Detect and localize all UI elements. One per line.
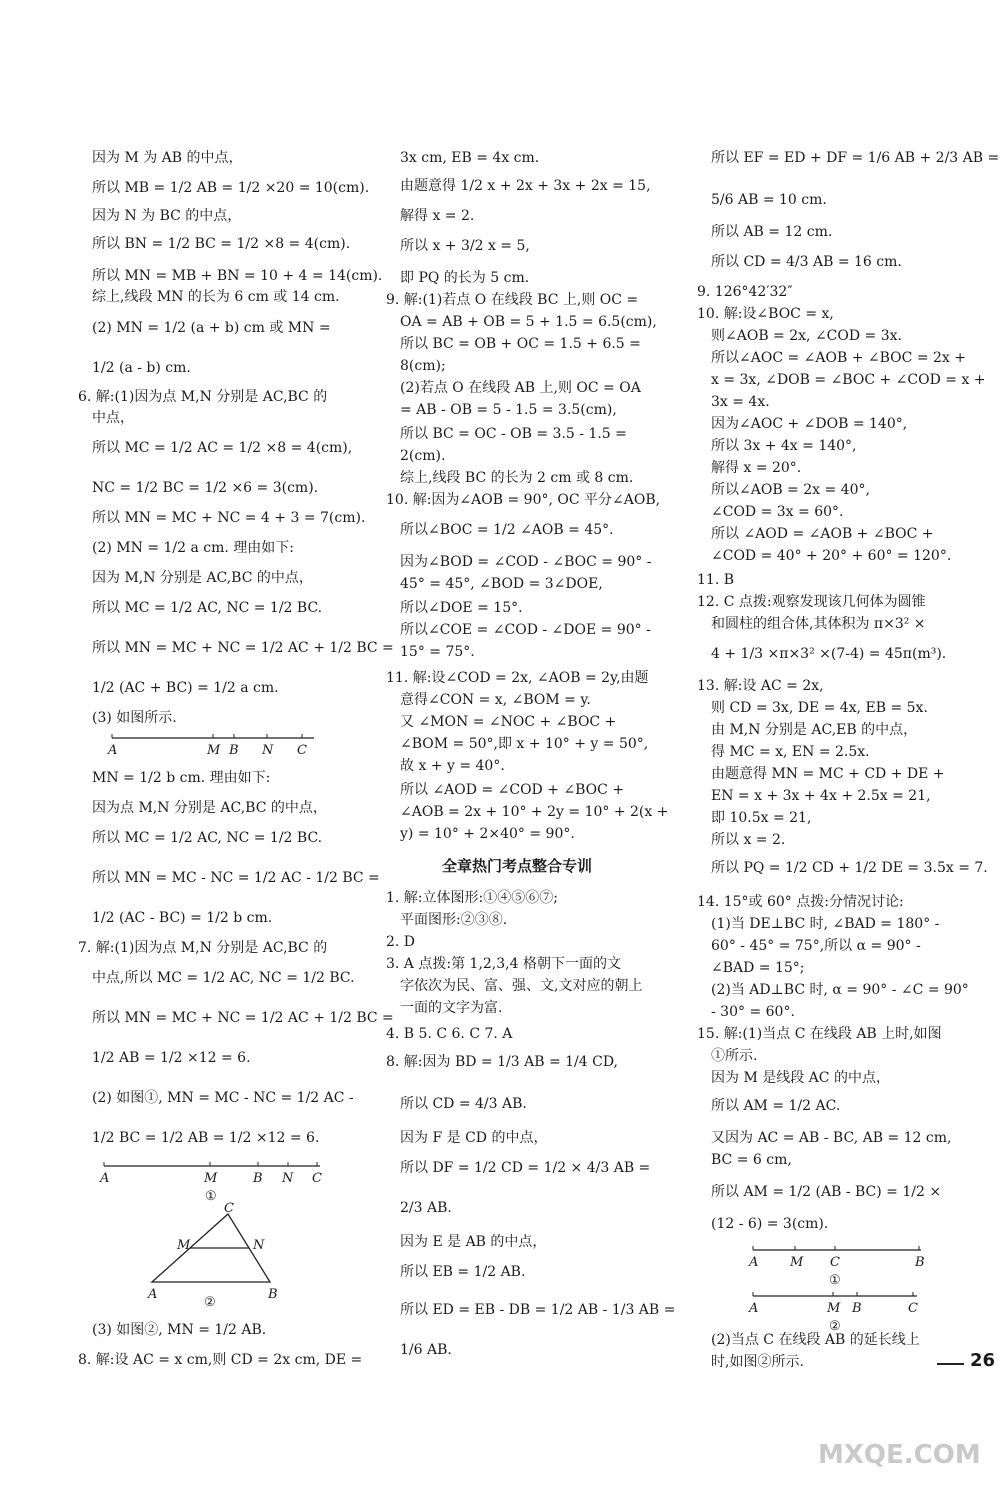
text-line: 4 + 1/3 ×π×3² ×(7-4) = 45π(m³). bbox=[711, 646, 947, 662]
text-line: 2(cm). bbox=[400, 448, 446, 464]
point-label: C bbox=[908, 1301, 918, 1316]
point-label: B bbox=[268, 1287, 278, 1302]
triangle-figure bbox=[128, 1202, 298, 1312]
text-line: 所以 DF = 1/2 CD = 1/2 × 4/3 AB = bbox=[400, 1160, 651, 1176]
text-line: 所以 CD = 4/3 AB = 16 cm. bbox=[711, 254, 902, 270]
questions-4-7: 4. B 5. C 6. C 7. A bbox=[386, 1026, 513, 1042]
question-9: 9. 解:(1)若点 O 在线段 BC 上,则 OC = bbox=[386, 292, 639, 308]
point-label: C bbox=[830, 1255, 840, 1270]
text-line: 所以 AB = 12 cm. bbox=[711, 224, 833, 240]
text-line: 1/6 AB. bbox=[400, 1342, 452, 1358]
text-line: 所以 MN = MC + NC = 1/2 AC + 1/2 BC = bbox=[92, 1010, 394, 1026]
text-line: 意得∠CON = x, ∠BOM = y. bbox=[400, 692, 591, 708]
text-line: 又因为 AC = AB - BC, AB = 12 cm, bbox=[711, 1130, 952, 1146]
text-line: 和圆柱的组合体,其体积为 π×3² × bbox=[711, 616, 926, 632]
text-line: 所以∠AOB = 2x = 40°, bbox=[711, 482, 870, 498]
text-line: MN = 1/2 b cm. 理由如下: bbox=[92, 770, 271, 786]
text-line: (2)当点 C 在线段 AB 的延长线上 bbox=[711, 1332, 920, 1348]
text-line: 所以 BC = OC - OB = 3.5 - 1.5 = bbox=[400, 426, 627, 442]
question-10: 10. 解:因为∠AOB = 90°, OC 平分∠AOB, bbox=[386, 492, 661, 508]
text-line: 由 M,N 分别是 AC,EB 的中点， bbox=[711, 722, 918, 738]
text-line: (12 - 6) = 3(cm). bbox=[711, 1216, 829, 1232]
watermark: MXQE.COM bbox=[818, 1440, 981, 1470]
point-label: C bbox=[297, 743, 307, 758]
text-line: (2)若点 O 在线段 AB 上,则 OC = OA bbox=[400, 380, 641, 396]
text-line: 3x = 4x. bbox=[711, 394, 770, 410]
segment-diagram bbox=[92, 730, 342, 762]
point-label: M bbox=[207, 743, 221, 758]
text-line: (2) 如图①, MN = MC - NC = 1/2 AC - bbox=[92, 1090, 354, 1106]
text-line: 所以 MN = MC + NC = 4 + 3 = 7(cm). bbox=[92, 510, 366, 526]
text-line: 所以 ∠AOD = ∠AOB + ∠BOC + bbox=[711, 526, 934, 542]
point-label: A bbox=[749, 1255, 759, 1270]
point-label: A bbox=[100, 1171, 110, 1186]
segment-figures bbox=[737, 1242, 937, 1338]
text-line: 所以 MB = 1/2 AB = 1/2 ×20 = 10(cm). bbox=[92, 180, 370, 196]
text-line: EN = x + 3x + 4x + 2.5x = 21, bbox=[711, 788, 931, 804]
text-line: 解得 x = 2. bbox=[400, 208, 475, 224]
figure-caption: ① bbox=[205, 1189, 217, 1204]
text-line: 所以∠COE = ∠COD - ∠DOE = 90° - bbox=[400, 622, 651, 638]
text-line: y) = 10° + 2×40° = 90°. bbox=[400, 826, 575, 842]
text-line: 所以 3x + 4x = 140°, bbox=[711, 438, 857, 454]
text-line: 所以 MN = MC - NC = 1/2 AC - 1/2 BC = bbox=[92, 870, 380, 886]
text-line: (2) MN = 1/2 (a + b) cm 或 MN = bbox=[92, 320, 331, 336]
point-label: N bbox=[282, 1171, 294, 1186]
point-label: A bbox=[749, 1301, 759, 1316]
text-line: 因为 M 是线段 AC 的中点， bbox=[711, 1070, 890, 1086]
text-line: 8(cm); bbox=[400, 358, 446, 374]
text-line: 则 CD = 3x, DE = 4x, EB = 5x. bbox=[711, 700, 928, 716]
text-line: ∠COD = 3x = 60°. bbox=[711, 504, 844, 520]
text-line: (3) 如图②, MN = 1/2 AB. bbox=[92, 1322, 267, 1338]
point-label: B bbox=[229, 743, 239, 758]
text-line: 因为 F 是 CD 的中点， bbox=[400, 1130, 548, 1146]
text-line: 因为 N 为 BC 的中点， bbox=[92, 208, 242, 224]
text-line: 3x cm, EB = 4x cm. bbox=[400, 150, 540, 166]
text-line: 因为 E 是 AB 的中点， bbox=[400, 1234, 547, 1250]
point-label: M bbox=[827, 1301, 841, 1316]
point-label: C bbox=[312, 1171, 322, 1186]
text-line: 所以 MN = MB + BN = 10 + 4 = 14(cm). bbox=[92, 268, 383, 284]
point-label: N bbox=[262, 743, 274, 758]
text-line: 一面的文字为富. bbox=[400, 1000, 503, 1016]
text-line: 所以 EF = ED + DF = 1/6 AB + 2/3 AB = bbox=[711, 150, 1000, 166]
text-line: - 30° = 60°. bbox=[711, 1004, 795, 1020]
page-number-rule bbox=[937, 1363, 964, 1365]
point-label: A bbox=[108, 743, 118, 758]
text-line: 因为∠AOC + ∠DOB = 140°, bbox=[711, 416, 908, 432]
section-heading: 全章热门考点整合专训 bbox=[441, 857, 592, 875]
text-line: = AB - OB = 5 - 1.5 = 3.5(cm), bbox=[400, 402, 617, 418]
text-line: 1/2 (a - b) cm. bbox=[92, 360, 191, 376]
text-line: 所以∠BOC = 1/2 ∠AOB = 45°. bbox=[400, 522, 614, 538]
text-line: 1/2 (AC + BC) = 1/2 a cm. bbox=[92, 680, 279, 696]
question-8: 8. 解:因为 BD = 1/3 AB = 1/4 CD, bbox=[386, 1054, 618, 1070]
question-12: 12. C 点拨:观察发现该几何体为圆锥 bbox=[697, 594, 926, 610]
point-label: B bbox=[253, 1171, 263, 1186]
text-line: 所以 ∠AOD = ∠COD + ∠BOC + bbox=[400, 782, 625, 798]
point-label: M bbox=[204, 1171, 218, 1186]
question-10: 10. 解:设∠BOC = x, bbox=[697, 306, 834, 322]
text-line: 所以∠AOC = ∠AOB + ∠BOC = 2x + bbox=[711, 350, 966, 366]
point-label: B bbox=[915, 1255, 925, 1270]
text-line: 解得 x = 20°. bbox=[711, 460, 802, 476]
text-line: ∠AOB = 2x + 10° + 2y = 10° + 2(x + bbox=[400, 804, 669, 820]
text-line: 因为点 M,N 分别是 AC,BC 的中点， bbox=[92, 800, 327, 816]
text-line: (2) MN = 1/2 a cm. 理由如下: bbox=[92, 540, 295, 556]
text-line: 中点,所以 MC = 1/2 AC, NC = 1/2 BC. bbox=[92, 970, 355, 986]
text-line: 1/2 (AC - BC) = 1/2 b cm. bbox=[92, 910, 273, 926]
text-line: 由题意得 MN = MC + CD + DE + bbox=[711, 766, 945, 782]
question-7: 7. 解:(1)因为点 M,N 分别是 AC,BC 的 bbox=[78, 940, 328, 956]
text-line: 2/3 AB. bbox=[400, 1200, 452, 1216]
question-14: 14. 15°或 60° 点拨:分情况讨论: bbox=[697, 894, 904, 910]
point-label: N bbox=[253, 1238, 265, 1253]
page-number: 26 bbox=[970, 1350, 996, 1371]
question-3: 3. A 点拨:第 1,2,3,4 格朝下一面的文 bbox=[386, 956, 621, 972]
text-line: 所以 PQ = 1/2 CD + 1/2 DE = 3.5x = 7. bbox=[711, 860, 988, 876]
text-line: (3) 如图所示. bbox=[92, 710, 177, 726]
text-line: 1/2 AB = 1/2 ×12 = 6. bbox=[92, 1050, 251, 1066]
point-label: B bbox=[852, 1301, 862, 1316]
text-line: 所以 BN = 1/2 BC = 1/2 ×8 = 4(cm). bbox=[92, 236, 351, 252]
point-label: M bbox=[790, 1255, 804, 1270]
text-line: 故 x + y = 40°. bbox=[400, 758, 505, 774]
question-13: 13. 解:设 AC = 2x, bbox=[697, 678, 824, 694]
text-line: ∠BAD = 15°; bbox=[711, 960, 805, 976]
question-6: 6. 解:(1)因为点 M,N 分别是 AC,BC 的 bbox=[78, 389, 328, 405]
text-line: (1)当 DE⊥BC 时, ∠BAD = 180° - bbox=[711, 916, 940, 932]
text-line: 又 ∠MON = ∠NOC + ∠BOC + bbox=[400, 714, 617, 730]
text-line: 因为 M,N 分别是 AC,BC 的中点， bbox=[92, 570, 313, 586]
text-line: 所以 CD = 4/3 AB. bbox=[400, 1096, 527, 1112]
text-line: 5/6 AB = 10 cm. bbox=[711, 192, 827, 208]
text-line: 60° - 45° = 75°,所以 α = 90° - bbox=[711, 938, 921, 954]
text-line: 所以 MC = 1/2 AC, NC = 1/2 BC. bbox=[92, 830, 323, 846]
text-line: 1/2 BC = 1/2 AB = 1/2 ×12 = 6. bbox=[92, 1130, 320, 1146]
text-line: 所以∠DOE = 15°. bbox=[400, 600, 523, 616]
point-label: A bbox=[148, 1287, 158, 1302]
text-line: 即 PQ 的长为 5 cm. bbox=[400, 270, 530, 286]
text-line: 平面图形:②③⑧. bbox=[400, 912, 508, 928]
point-label: C bbox=[224, 1202, 234, 1216]
text-line: 所以 MC = 1/2 AC = 1/2 ×8 = 4(cm), bbox=[92, 440, 353, 456]
question-11: 11. B bbox=[697, 572, 735, 588]
question-2: 2. D bbox=[386, 934, 416, 950]
figure-caption: ② bbox=[829, 1319, 841, 1334]
point-label: M bbox=[177, 1238, 191, 1253]
text-line: ∠COD = 40° + 20° + 60° = 120°. bbox=[711, 548, 952, 564]
text-line: 即 10.5x = 21, bbox=[711, 810, 812, 826]
text-line: 15° = 75°. bbox=[400, 644, 475, 660]
text-line: 中点， bbox=[92, 410, 134, 426]
text-line: (2)当 AD⊥BC 时, α = 90° - ∠C = 90° bbox=[711, 982, 969, 998]
text-line: 字依次为民、富、强、文,文对应的朝上 bbox=[400, 978, 643, 994]
text-line: 所以 MC = 1/2 AC, NC = 1/2 BC. bbox=[92, 600, 323, 616]
text-line: 因为 M 为 AB 的中点， bbox=[92, 150, 243, 166]
text-line: BC = 6 cm, bbox=[711, 1152, 792, 1168]
text-line: NC = 1/2 BC = 1/2 ×6 = 3(cm). bbox=[92, 480, 319, 496]
text-line: 所以 BC = OB + OC = 1.5 + 6.5 = bbox=[400, 336, 641, 352]
question-8: 8. 解:设 AC = x cm,则 CD = 2x cm, DE = bbox=[78, 1352, 363, 1368]
text-line: ①所示. bbox=[711, 1048, 758, 1064]
question-9: 9. 126°42′32″ bbox=[697, 284, 793, 300]
text-line: OA = AB + OB = 5 + 1.5 = 6.5(cm), bbox=[400, 314, 657, 330]
figure-caption: ① bbox=[829, 1273, 841, 1288]
text-line: 得 MC = x, EN = 2.5x. bbox=[711, 744, 870, 760]
text-line: 所以 x + 3/2 x = 5, bbox=[400, 238, 530, 254]
text-line: 所以 x = 2. bbox=[711, 832, 786, 848]
figure-caption: ② bbox=[204, 1295, 216, 1310]
text-line: 因为∠BOD = ∠COD - ∠BOC = 90° - bbox=[400, 554, 652, 570]
question-1: 1. 解:立体图形:①④⑤⑥⑦; bbox=[386, 890, 558, 906]
text-line: 综上,线段 MN 的长为 6 cm 或 14 cm. bbox=[92, 289, 340, 305]
text-line: 45° = 45°, ∠BOD = 3∠DOE, bbox=[400, 576, 603, 592]
text-line: 由题意得 1/2 x + 2x + 3x + 2x = 15, bbox=[400, 178, 651, 194]
question-15: 15. 解:(1)当点 C 在线段 AB 上时,如图 bbox=[697, 1026, 942, 1042]
text-line: 所以 AM = 1/2 AC. bbox=[711, 1098, 841, 1114]
text-line: 则∠AOB = 2x, ∠COD = 3x. bbox=[711, 328, 902, 344]
text-line: 时,如图②所示. bbox=[711, 1354, 804, 1370]
question-11: 11. 解:设∠COD = 2x, ∠AOB = 2y,由题 bbox=[386, 670, 649, 686]
text-line: 所以 MN = MC + NC = 1/2 AC + 1/2 BC = bbox=[92, 640, 394, 656]
text-line: 所以 AM = 1/2 (AB - BC) = 1/2 × bbox=[711, 1184, 942, 1200]
text-line: ∠BOM = 50°,即 x + 10° + y = 50°, bbox=[400, 736, 649, 752]
text-line: 所以 EB = 1/2 AB. bbox=[400, 1264, 526, 1280]
text-line: 综上,线段 BC 的长为 2 cm 或 8 cm. bbox=[400, 470, 634, 486]
text-line: 所以 ED = EB - DB = 1/2 AB - 1/3 AB = bbox=[400, 1302, 676, 1318]
text-line: x = 3x, ∠DOB = ∠BOC + ∠COD = x + bbox=[711, 372, 986, 388]
